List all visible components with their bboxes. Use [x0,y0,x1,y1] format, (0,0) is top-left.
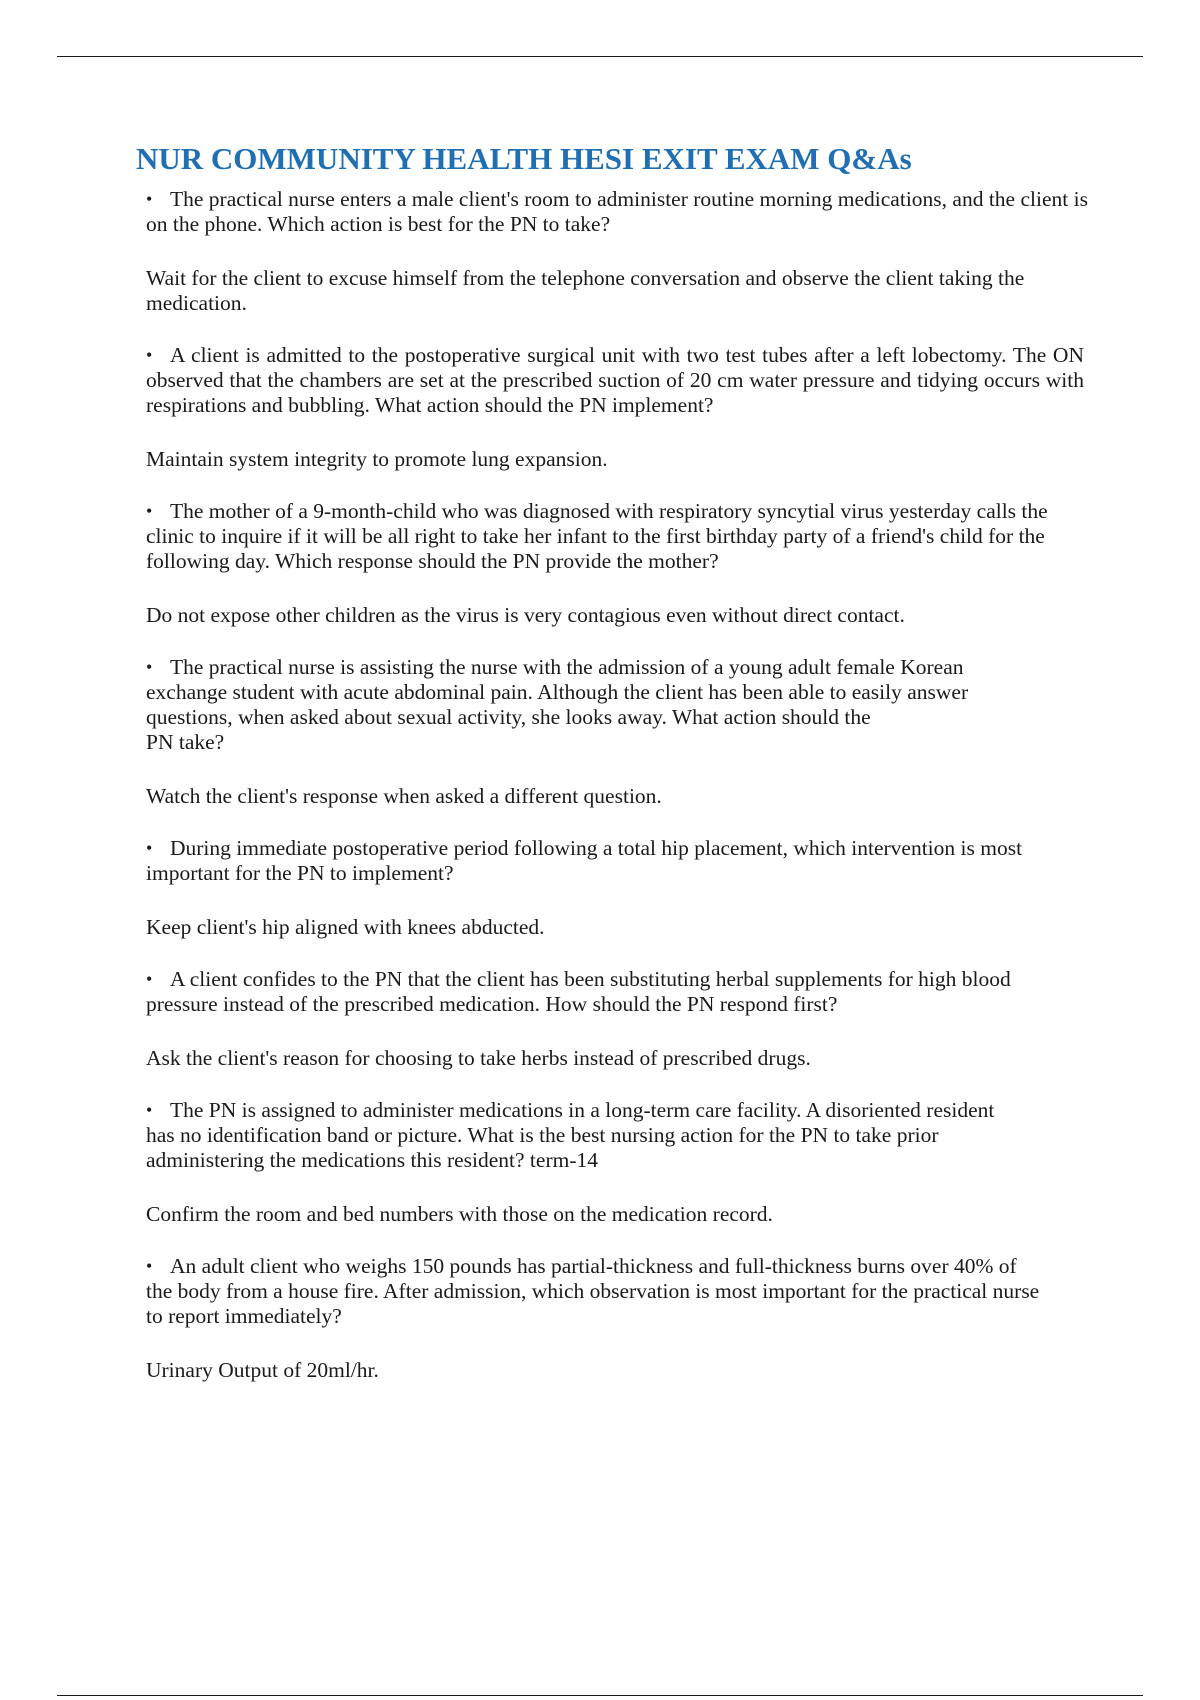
answer: Watch the client's response when asked a different question. [146,784,662,808]
answer: Confirm the room and bed numbers with those on the medication record. [146,1202,773,1226]
header-rule [57,56,1143,57]
question [146,343,1084,418]
qa-item [146,967,1084,1071]
question [146,967,1046,1017]
question-text: The practical nurse is assisting the nurse with the admission of a young adult female Korean exchange student with acute abdominal pain. Although the client has been able to easily answer questions, when asked about sexual activity, she looks away. What action should the PN take? [146,655,969,754]
question-text: During immediate postoperative period following a total hip placement, which intervention is most important for the PN to implement? [146,836,1023,885]
question [146,836,1060,886]
answer: Urinary Output of 20ml/hr. [146,1358,379,1382]
question-text: The practical nurse enters a male client's room to administer routine morning medications, and the client is on the phone. Which action is best for the PN to take? [146,187,1088,236]
qa-item [146,1098,1084,1227]
footer-rule [57,1695,1143,1696]
bullet-icon: • [146,345,153,365]
bullet-icon: • [146,657,153,677]
qa-item [146,836,1084,940]
bullet-icon: • [146,838,153,858]
question-text: The PN is assigned to administer medications in a long-term care facility. A disoriented resident has no identification band or picture. What is the best nursing action for the PN to take prior administering the medications this resident? term-14 [146,1098,995,1172]
qa-item [146,499,1084,628]
question [146,1098,1026,1173]
qa-item [146,655,1084,809]
document-title: NUR COMMUNITY HEALTH HESI EXIT EXAM Q&As [136,141,912,176]
qa-item [146,343,1084,472]
answer: Ask the client's reason for choosing to take herbs instead of prescribed drugs. [146,1046,811,1070]
answer: Keep client's hip aligned with knees abducted. [146,915,545,939]
qa-item [146,187,1088,316]
question-text: An adult client who weighs 150 pounds has partial-thickness and full-thickness burns over 40% of the body from a house fire. After admission, which observation is most important for the practical nurse to report immediately? [146,1254,1040,1328]
bullet-icon: • [146,1100,153,1120]
answer: Wait for the client to excuse himself from the telephone conversation and observe the client taking the medication. [146,266,1025,315]
question [146,655,1006,755]
question [146,187,1090,237]
bullet-icon: • [146,501,153,521]
question-text: A client confides to the PN that the client has been substituting herbal supplements for high blood pressure instead of the prescribed medication. How should the PN respond first? [146,967,1011,1016]
bullet-icon: • [146,189,153,209]
qa-item [146,1254,1084,1383]
bullet-icon: • [146,969,153,989]
qa-list [146,187,1088,1383]
question [146,1254,1046,1329]
answer: Do not expose other children as the virus is very contagious even without direct contact. [146,603,905,627]
bullet-icon: • [146,1256,153,1276]
question-text: A client is admitted to the postoperative surgical unit with two test tubes after a left lobectomy. The ON observed that the chambers are set at the prescribed suction of 20 cm water pressure and tidying occurs with respirations and bubbling. What action should the PN implement? [146,343,1084,417]
answer: Maintain system integrity to promote lung expansion. [146,447,608,471]
question-text: The mother of a 9-month-child who was diagnosed with respiratory syncytial virus yesterday calls the clinic to inquire if it will be all right to take her infant to the first birthday party of a friend's child for the following day. Which response should the PN provide the mother? [146,499,1048,573]
question [146,499,1076,574]
